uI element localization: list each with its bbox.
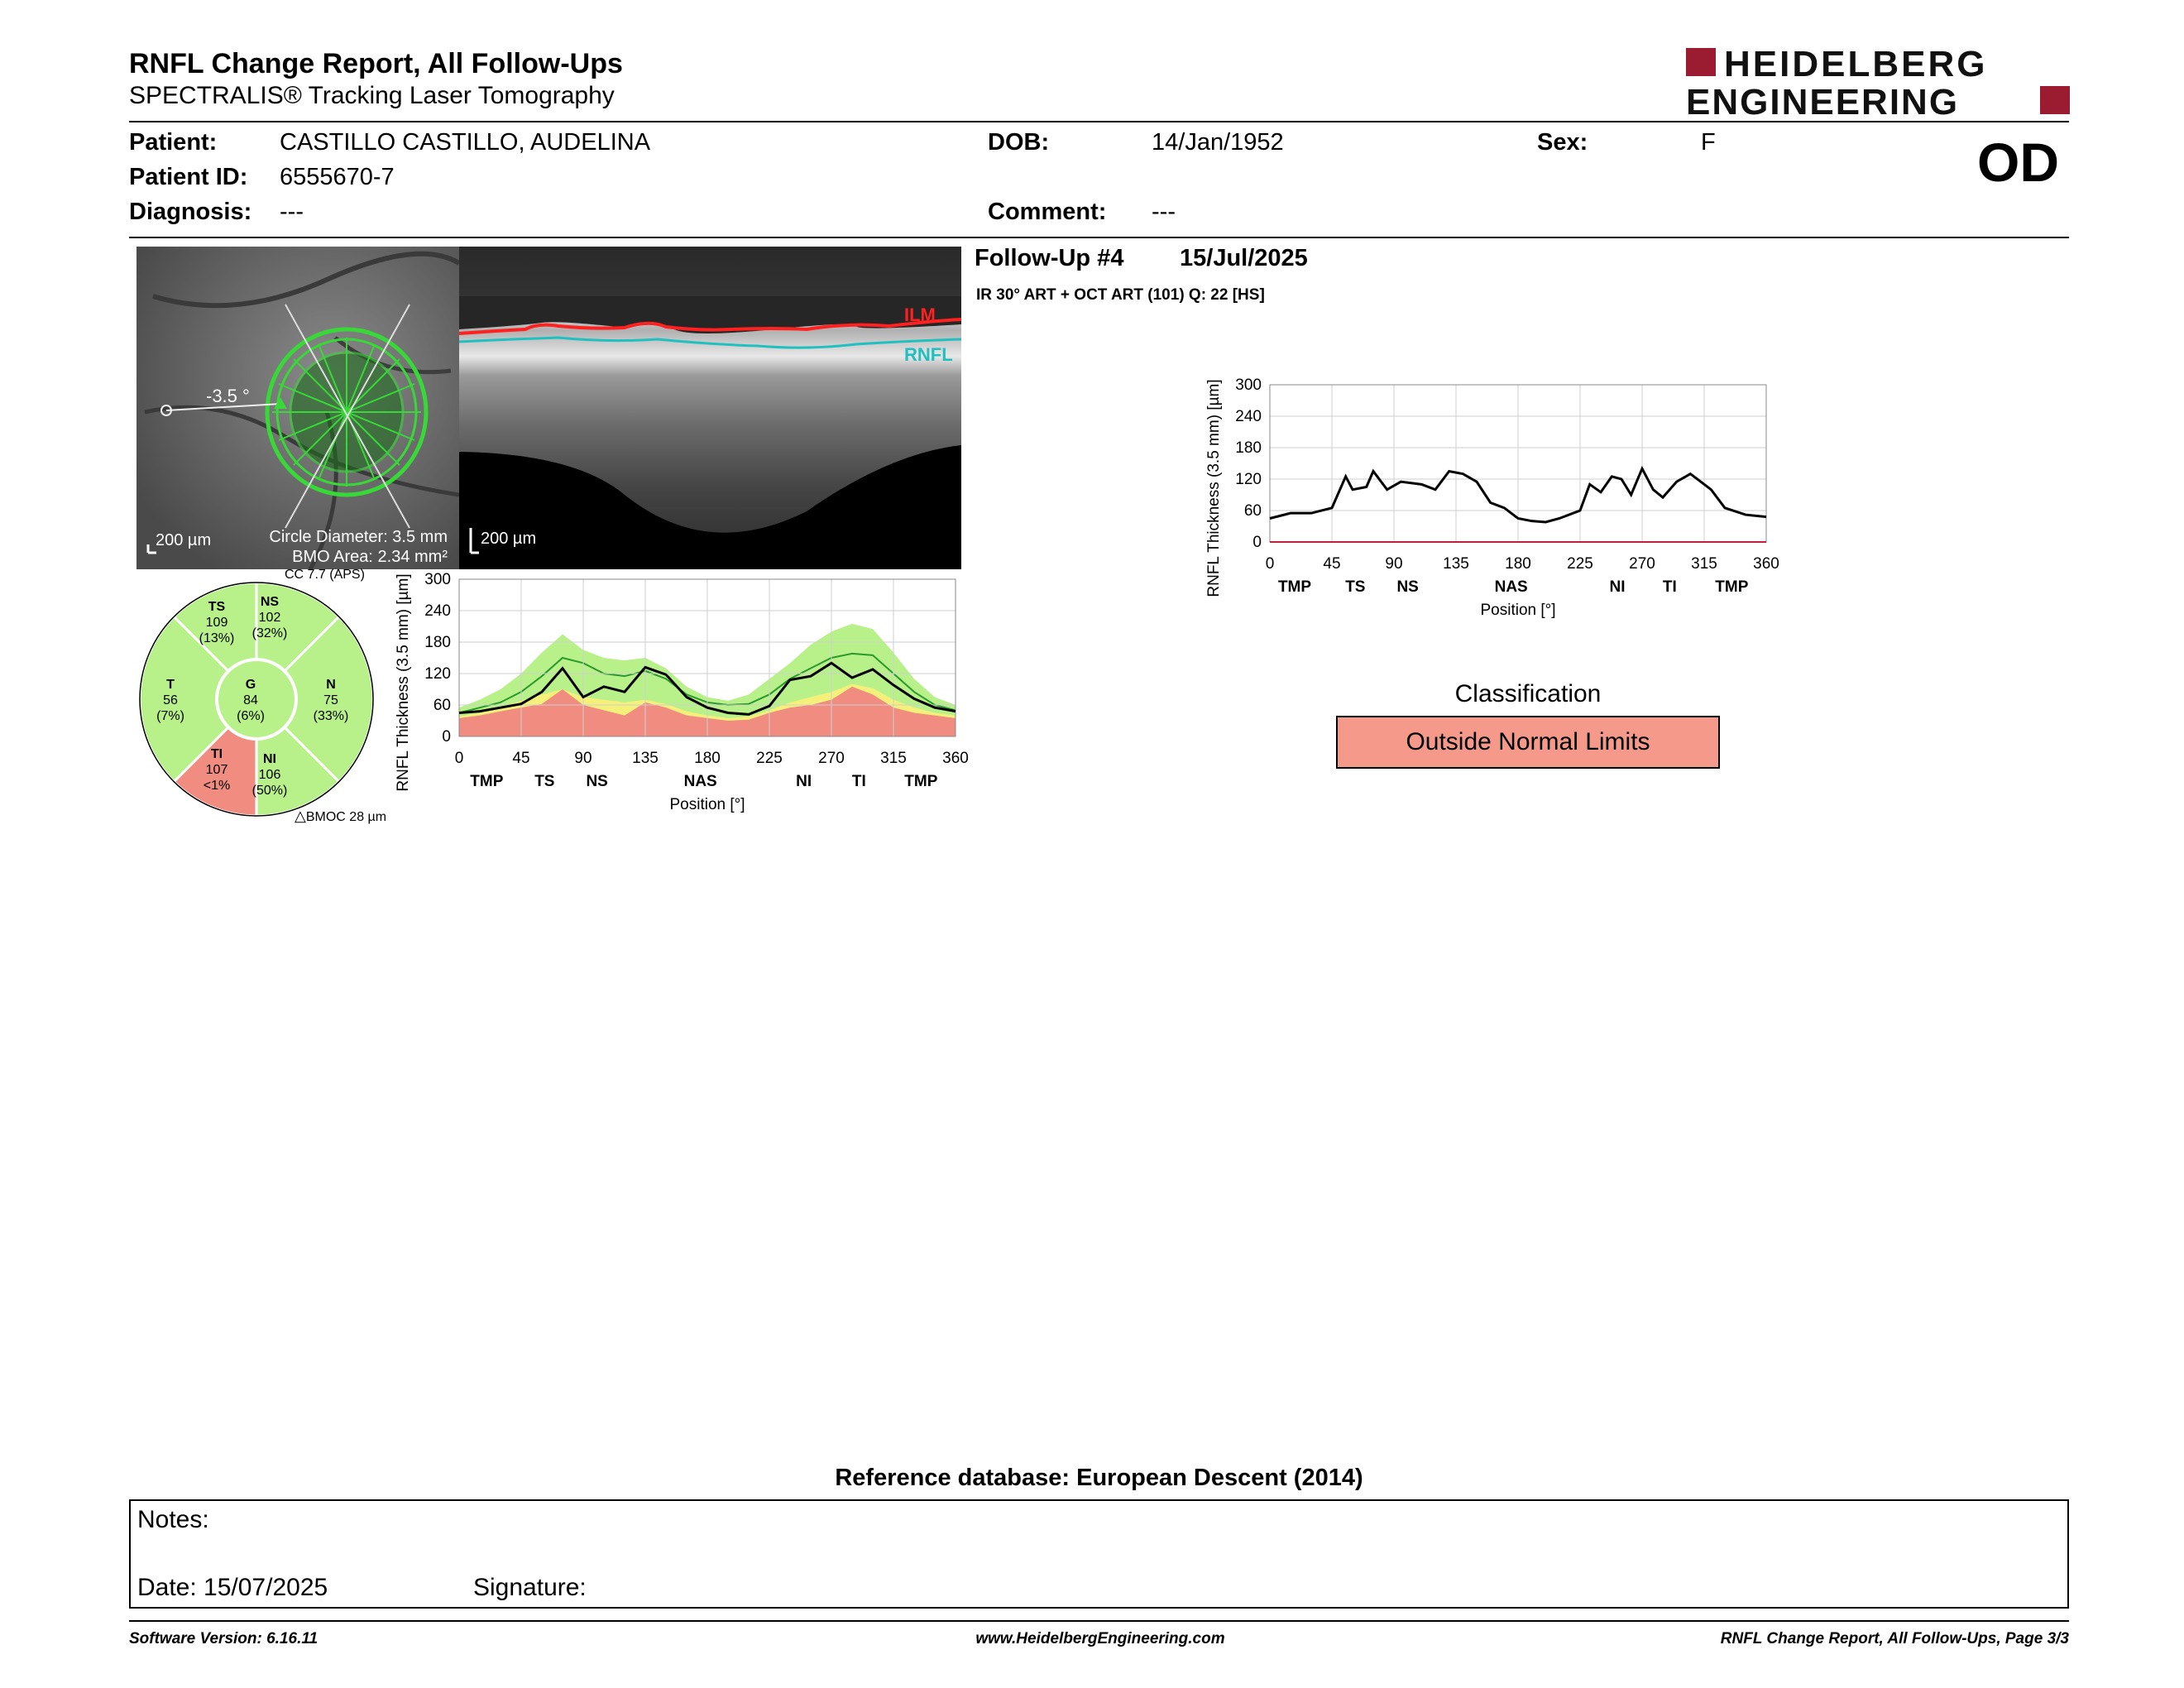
oct-scale: 200 µm [481,530,537,548]
fundus-scale: 200 µm [156,531,212,549]
x-tick-label: 0 [454,750,464,767]
region-label: NS [586,773,608,790]
bmoc-value: △BMOC 28 µm [295,808,387,824]
region-label: TI [1662,578,1677,596]
circle-diameter: Circle Diameter: 3.5 mm [269,528,448,546]
sector-n [298,677,364,724]
delta-icon: △ [295,808,306,824]
heidelberg-logo [1686,46,2070,117]
normative-chart [381,571,976,836]
oct-graphic [459,247,961,569]
oct-bscan [459,247,961,569]
page-info: RNFL Change Report, All Follow-Ups, Page 3/3 [1720,1630,2069,1647]
sector-value: 56 [163,693,178,707]
sector-g [218,677,284,724]
patient-name: CASTILLO CASTILLO, AUDELINA [280,129,651,156]
y-tick-label: 180 [424,634,451,651]
y-tick-label: 120 [1235,471,1262,488]
svg-text:ENGINEERING: ENGINEERING [1686,82,1960,117]
sector-name: G [245,678,256,692]
classification-title: Classification [1454,680,1602,707]
y-tick-label: 60 [433,697,451,714]
region-label: NI [1609,578,1626,596]
x-axis-label: Position [°] [1480,602,1556,619]
sector-value: 109 [205,616,228,630]
followup-label: Follow-Up #4 [975,245,1124,271]
region-label: TMP [904,773,938,790]
fundus-image [136,247,459,569]
sector-name: N [326,678,336,692]
sector-value: 75 [323,693,338,707]
sector-t [137,677,204,724]
sector-value: 106 [258,768,281,782]
y-tick-label: 240 [424,602,451,620]
report-title: RNFL Change Report, All Follow-Ups [129,48,623,79]
fundus-graphic [136,247,459,569]
software-version: Software Version: 6.16.11 [129,1630,318,1647]
sector-name: TS [208,600,226,614]
followup-date: 15/Jul/2025 [1180,245,1308,271]
x-tick-label: 360 [1753,555,1779,573]
ilm-label: ILM [904,305,936,325]
followup-chart [1191,376,1787,641]
y-axis-label: RNFL Thickness (3.5 mm) [µm] [1205,379,1223,597]
classification-result: Outside Normal Limits [1336,716,1720,769]
bmo-area: BMO Area: 2.34 mm² [292,548,448,566]
sector-name: NI [263,752,276,766]
sector-ni [237,751,303,798]
notes-box [129,1499,2069,1609]
x-tick-label: 135 [1443,555,1469,573]
signature-label: Signature: [473,1574,587,1601]
cc-value: CC 7.7 (APS) [285,568,365,582]
x-tick-label: 45 [1323,555,1341,573]
x-tick-label: 270 [1629,555,1655,573]
y-tick-label: 60 [1243,502,1262,520]
x-tick-label: 0 [1265,555,1275,573]
y-tick-label: 0 [442,728,451,746]
x-tick-label: 270 [818,750,845,767]
sector-value: 102 [258,611,281,625]
svg-text:HEIDELBERG: HEIDELBERG [1724,46,1988,84]
sex-value: F [1701,129,1716,156]
y-tick-label: 240 [1235,408,1262,425]
y-tick-label: 300 [424,571,451,588]
sector-ns [237,594,303,641]
sector-name: NS [260,595,280,609]
patient-id-label: Patient ID: [129,164,248,190]
sector-name: TI [210,747,223,761]
sector-value: 84 [243,693,258,707]
sector-pct: (13%) [199,631,235,645]
dob-label: DOB: [988,129,1050,156]
y-tick-label: 120 [424,665,451,683]
region-label: TS [534,773,555,790]
sector-pct: (7%) [156,709,184,723]
sector-name: T [166,678,175,692]
notes-date: Date: 15/07/2025 [137,1574,328,1601]
diagnosis-value: --- [280,199,304,225]
sector-pct: (50%) [251,784,288,798]
sector-pct: (33%) [313,709,349,723]
region-label: NAS [683,773,717,790]
y-tick-label: 0 [1252,534,1262,551]
notes-label: Notes: [137,1506,209,1533]
comment-label: Comment: [988,199,1107,225]
patient-id: 6555670-7 [280,164,395,190]
x-tick-label: 315 [1691,555,1717,573]
region-label: NI [796,773,812,790]
region-label: TI [851,773,866,790]
sector-value: 107 [205,763,228,777]
x-tick-label: 180 [694,750,721,767]
y-tick-label: 180 [1235,439,1262,457]
region-label: TMP [1715,578,1749,596]
dob-value: 14/Jan/1952 [1152,129,1284,156]
rnfl-label: RNFL [904,344,953,365]
x-axis-label: Position [°] [669,796,745,813]
angle-readout: -3.5 ° [206,386,250,406]
reference-database: Reference database: European Descent (2014) [835,1465,1363,1491]
x-tick-label: 45 [512,750,530,767]
y-tick-label: 300 [1235,376,1262,394]
x-tick-label: 90 [1385,555,1403,573]
region-label: NS [1396,578,1419,596]
region-label: NAS [1494,578,1528,596]
x-tick-label: 315 [880,750,907,767]
x-tick-label: 225 [1567,555,1593,573]
eye-label: OD [1977,132,2059,193]
x-tick-label: 90 [574,750,592,767]
sex-label: Sex: [1537,129,1588,156]
report-subtitle: SPECTRALIS® Tracking Laser Tomography [129,82,615,109]
sector-pct: <1% [203,779,231,793]
region-label: TS [1345,578,1366,596]
website: www.HeidelbergEngineering.com [975,1630,1225,1647]
y-axis-label: RNFL Thickness (3.5 mm) [µm] [395,573,412,792]
comment-value: --- [1152,199,1176,225]
region-label: TMP [1277,578,1312,596]
x-tick-label: 180 [1505,555,1531,573]
region-label: TMP [470,773,504,790]
x-tick-label: 225 [756,750,783,767]
sector-pct: (32%) [251,626,288,640]
sector-pct: (6%) [237,709,265,723]
diagnosis-label: Diagnosis: [129,199,252,225]
scan-info: IR 30° ART + OCT ART (101) Q: 22 [HS] [976,286,1265,304]
patient-label: Patient: [129,129,218,156]
x-tick-label: 135 [632,750,659,767]
x-tick-label: 360 [942,750,969,767]
